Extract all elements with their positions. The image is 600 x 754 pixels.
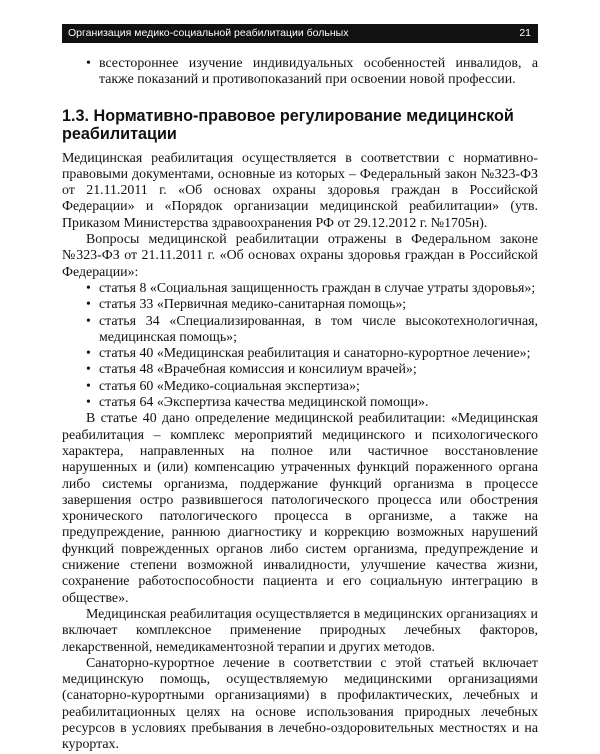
bullet-icon: • [86,395,91,411]
bullet-icon: • [86,313,91,329]
article-text: статья 40 «Медицинская реабилитация и санаторно-курортное лечение»; [99,346,531,362]
paragraph-organizations: Медицинская реабилитация осуществляется в медицинских организациях и включает комплексное применение природных лечебных факторов, лекарственной, немедикаментозной терапии и других методов. [62,606,538,655]
page-number: 21 [519,27,531,39]
list-item [62,297,538,313]
bullet-icon: • [86,362,91,378]
bullet-icon: • [86,56,91,71]
paragraph-sanatorium: Санаторно-курортное лечение в соответствии с этой статьей включает медицинскую помощь, осуществляемую медицинскими организациями (санаторно-курортными организациями) в профилактических, лечебных и реабилитационных целях на основе использования природных лечебных ресурсов в условиях пребывания в лечебно-оздоровительных местностях и на курортах. [62,655,538,753]
intro-bullet-item [62,56,538,89]
list-item [62,395,538,411]
article-text: статья 34 «Специализированная, в том числе высокотехнологичная, медицинская помощь»; [99,313,538,345]
article-text: статья 33 «Первичная медико-санитарная помощь»; [99,297,407,313]
bullet-icon: • [86,280,91,296]
article-text: статья 64 «Экспертиза качества медицинской помощи». [99,395,429,411]
running-title: Организация медико-социальной реабилитации больных [68,27,349,39]
list-item [62,346,538,362]
page-content [62,52,538,754]
section-heading: 1.3. Нормативно-правовое регулирование медицинской реабилитации [62,106,514,143]
articles-list [62,281,538,411]
bullet-icon: • [86,297,91,313]
list-item [62,314,538,347]
paragraph-federal-law: Вопросы медицинской реабилитации отражены в Федеральном законе №323-ФЗ от 21.11.2011 г. «Об основах охраны здоровья граждан в Российской Федерации»: [62,232,538,280]
bullet-icon: • [86,378,91,394]
list-item [62,281,538,297]
list-item [62,379,538,395]
article-text: статья 48 «Врачебная комиссия и консилиум врачей»; [99,362,417,378]
article-text: статья 60 «Медико-социальная экспертиза»; [99,378,360,394]
bullet-icon: • [86,346,91,362]
paragraph-legal-basis: Медицинская реабилитация осуществляется в соответствии с нормативно-правовыми документами, основные из которых – Федеральный закон №323-ФЗ от 21.11.2011 г. «Об основах охраны здоровья граждан в Российской Федерации» и «Порядок организации медицинской реабилитации» (утв. Приказом Министерства здравоохранения РФ от 29.12.2012 г. №1705н). [62,150,538,231]
list-item [62,362,538,378]
article-text: статья 8 «Социальная защищенность граждан в случае утраты здоровья»; [99,280,536,296]
running-header [62,24,538,43]
intro-bullet-text: всестороннее изучение индивидуальных особенностей инвалидов, а также показаний и противопоказаний при освоении новой профессии. [99,56,538,88]
paragraph-definition: В статье 40 дано определение медицинской реабилитации: «Медицинская реабилитация – комплекс мероприятий медицинского и психологического характера, направленных на полное или частичное восстановление нарушенных и (или) компенсацию утраченных функций пораженного органа либо системы организма, поддержание функций организма в процессе завершения остро развившегося патологического процесса или обострения хронического патологического процесса в организме, а также на предупреждение, раннюю диагностику и коррекцию возможных нарушений функций поврежденных органов либо систем организма, предупреждение и снижение степени возможной инвалидности, улучшение качества жизни, сохранение работоспособности пациента и его социальную интеграцию в обществе». [62,411,538,606]
